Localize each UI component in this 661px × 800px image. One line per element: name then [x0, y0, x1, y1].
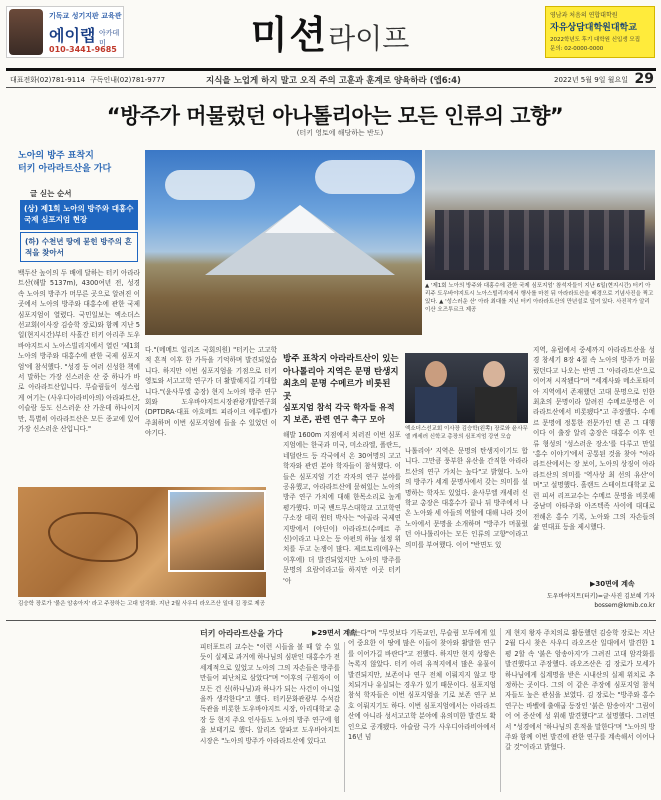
- deck-headline-1: 방주 표착지 아라라트산이 있는 아나톨리아 지역은 문명 탄생지 최초의 문명 수메르가 비롯된 곳: [283, 354, 399, 402]
- phone-main: 대표전화(02)781-9114: [10, 76, 86, 84]
- section-divider: [6, 620, 656, 621]
- speakers-photo: [405, 353, 528, 423]
- ad-right-line1: 영남과 처음의 연합대학원: [550, 12, 618, 19]
- speakers-caption: 엑소더스선교회 이사장 김승학(왼쪽) 장로와 윤사무엘 캐세러 신학교 총장의 심포지엄 강연 모습: [405, 426, 528, 440]
- bottom-column-1: 피터포트리 교수는 "이런 시들을 볼 때 알 수 있듯이 실제로 과거에 하나님의 심판인 대홍수가 전 세계적으로 있었고 노아의 그의 자손들은 방주를 만들어 피난처로 삼았다"며 "이후의 구원자이 이 모든 건 신(하나님)과 하나가 되는 사건이 아니었을까 생각한다"고 했다. 터키문화관광부 수석감독관을 비롯한 도우바야지트 시장, 아리대학교 총장 등 현지 주요 인사들도 노아의 방주 연구에 힘을 보태기로 했다. 알리즈 알파코 도우바야지트 시장은 "노아의 방주가 아라라트산에 있다고: [200, 643, 340, 745]
- ad-left-phone: 010-3441-9685: [49, 45, 117, 54]
- symposium-group-photo: [425, 150, 655, 280]
- ararat-mountain-photo: [145, 150, 422, 335]
- toc-title: 글 싣는 순서: [30, 189, 72, 198]
- ad-left-brand: 에이랩: [49, 26, 96, 45]
- deck-headline-2: 심포지엄 참석 각국 학자들 유적지 보존, 관련 연구 촉구 모아: [283, 403, 395, 424]
- ad-right-line3: 2022학년도 후기 대학원 신입생 모집: [550, 37, 641, 43]
- ad-left-line1: 기독교 성기지판 교육관: [49, 12, 122, 20]
- body-column-5: 지역, 유럽에서 중세까지 아라라트산을 성경 창세기 8장 4절 속 노아의 방주가 머물렀던다고 나오는 반면 그 '아라라트산'으로 이어져 시작됐다"며 "세계사와 메소포타미아 지역에서 존재했던 고대 문명으로 인한 최초의 문명이라 알려진 수메르문명은 이라라트산에서 비롯됐다"고 주장했다. 수메르 문명에 정통한 전문가인 텐 콘 그 대행이다 이 출장 알리 총장은 대홍수 이후 인류 형성의 '성스러운 장소'를 다루고 만일 '홍수 이야기'에서 공통된 것을 찾아 "아라라트산에서는 장 보이, 노아의 상징이 아라라트산의 의미를 '역사상 최 선의 유산'이며"고 설명했다. 흘랜드 스테이트대학교 로런 피셔 리프교수는 수메르 문명을 비롯해 중남미 아타주와 아즈텍족 사이에 대대로 전해온 홍수 기록, 노아와 그의 자손들의 삶 연대표 등을 제시했다.: [533, 346, 655, 531]
- masthead-name: 미션: [250, 12, 329, 57]
- headline: “방주가 머물렀던 아나톨리아는 모든 인류의 고향”: [106, 104, 564, 128]
- carving-caption: 김승학 장로가 '붉은 암송아지' 라고 주장하는 고대 암각화. 지난 2월 사우디 라오즈산 일대 김 장로 제공: [18, 601, 266, 607]
- ad-left-brand-sub: 아카데미: [99, 29, 120, 47]
- continuation-from: ▶29면서 계속: [312, 629, 357, 637]
- series-kicker: 노아의 방주 표착지 터키 아라라트산을 가다: [18, 151, 112, 174]
- ad-right-name: 자유상담대학원대학교: [550, 23, 637, 33]
- info-bar: [6, 68, 656, 88]
- byline-email[interactable]: bossem@kmib.co.kr: [594, 602, 655, 609]
- ad-right-banner[interactable]: [545, 6, 655, 58]
- bottom-column-3: 게 현지 왕자 주치의로 활동했던 김승학 장로는 지난 2월 다시 찾은 사우디 라오즈산 일대에서 발견한 1평 2할 속 '붉은 암송아지'가 그려진 고대 암각화를 발견했다고 주장했다. 라오즈산은 김 장로가 모세가 하나님에게 십계명을 받은 시내산의 실제 위치로 추정하는 곳이다. 그의 이 같은 주장에 심포지엄 참석자들도 높은 관심을 보였다. 김 장로는 "방주와 홍수 연구는 바벨에 출애굽 등장인 '붉은 암송아지' 그림이 어 여 증산에 성 위해 발견했다"고 설명했다. 그러면서 "성경에서 '하나님의 흔적을 말한다'며 "노아의 방주와 함께 이번 발견에 관한 연구를 계속해서 이어나갈 것"이라고 밝혔다.: [505, 629, 655, 752]
- slogan: 지식을 노업게 하지 말고 오직 주의 고훈과 훈계로 양육하라 (엡6:4): [206, 76, 461, 86]
- continued-marker: ▶30면에 계속: [590, 580, 635, 588]
- continuation-title: 터키 아라라트산을 가다: [200, 629, 283, 638]
- body-column-3: 해발 1600m 지점에서 치러진 이번 심포지엄에는 한국과 미국, 미소라엘, 폴란드, 네덜란드 등 각국에서 온 30여명의 고고학자와 관련 분야 학자들이 참석했다. 이들은 심포지엄 기간 각자의 연구 분야를 공유했고, 아라라트산에 묻혀있는 노아의 방주 연구 가치에 대해 한목소리로 높게 평가했다. 미국 밴드무스대학교 고고학연구소장 데릭 윈터 박사는 "아골라 국제연지방에서 (야딘이) 아라라트(수메르 주신)이라고 나오는 등 아펀의 하늘 설정 위치를 두고 논쟁이 많다. 제르토리(에우는 이후에) 더 발견되었지만 노아의 방주를 문명의 요람이라고들 하지만 이곳 터키 '아: [283, 431, 401, 585]
- toc-item-2: (하) 수천년 땅에 묻힌 방주의 흔적을 찾아서: [20, 232, 138, 262]
- body-column-2: 다."(메메트 일리즈 국회의원) "터키는 고고학적 흔적 이후 한 가득을 기억하며 발견되었습니다. 하지만 이번 심포지엄을 기점으로 터키 영토와 서고고학 연구가 더 활발해지길 기대합니다."(윤사무엘 총장) 현지 노아의 방주 연구회와 도우바야지트시장관광개발연구회(DPTDRA·대표 아흐메트 피라이크 에루렐)가 주최하며 이번 심포지엄에 들을 수 있었던 이야기다.: [145, 346, 277, 438]
- subhead: (터키 영토에 해당하는 반도): [296, 129, 384, 137]
- ad-portrait-image: [9, 9, 43, 55]
- ad-right-line4: 문의: 02-0000-0000: [550, 46, 604, 52]
- ad-left-banner[interactable]: [6, 6, 124, 58]
- rock-site-photo: [168, 490, 266, 572]
- phone-sub: 구독인내(02)781-9777: [90, 76, 166, 84]
- page-number: 29: [634, 71, 654, 87]
- byline: [520, 592, 655, 610]
- toc-item-1: (상) 제1회 노아의 방주와 대홍수 국제 심포지엄 현장: [20, 200, 138, 230]
- masthead-sub: 라이프: [328, 22, 410, 55]
- body-column-4: 나톨리아' 지역은 문명의 탄생지이기도 합니다. 그만큼 풍부한 유산을 간직한 아라라트산의 연구 가치는 높다"고 밝혔다. 노아의 방주가 세계 문명사에서 갖는 의미를 설명하는 학자도 있었다. 윤사무엘 캐세러 신학교 총장은 대홍수가 끝나 뒤 방주에서 나온 노아와 세 아들의 역할에 대해 나라 것이 노아에서 문명을 소개하며 "방주가 머물렀던 아나톨리아는 모든 인류의 고향"이라고 의미를 부여했다. 이어 "반면도 있: [405, 447, 528, 549]
- bottom-column-2: 믿는다"며 "무엇보다 기독교인, 무슬림 모두에게 있어 중요한 이 땅에 많은 이들이 찾아와 활발한 연구를 이어가길 바란다"고 전했다. 하지만 현지 상황은 녹록지 않았다. 터키 아리 유적지에서 많은 유물이 발견되지만, 보존이나 연구 전체 이뤄지지 않고 방치되거나 유실되는 경우가 있기 때문이다. 심포지엄 참석 학자들은 이번 심포지엄을 기로 보존 연구 보호 이뤄지기도 하다. 이번 심포지엄에서는 아라라트산에 아니라 성서고고학 분야에 유의미한 발견도 확인으로 공개됐다. 아슬람 극가 사우디아라비아에서 16년 넘: [348, 629, 496, 742]
- group-photo-caption: ▲ '제1회 노아의 방주와 대홍수에 관한 국제 심포지엄' 참석자들이 지난 6일(현지시간) 터키 아리주 도우바야지트시 노아스빌리지에서 행사를 마친 뒤 아라라트산을 배경으로 기념사진을 찍고 있다. ▲ '성스러운 산' 아라 최대를 지닌 터키 아라라트산의 만년설로 덮여 있다. 사진작가 알리 이산 오즈투르크 제공: [425, 283, 654, 313]
- issue-date: 2022년 5월 9일 월요일: [554, 76, 628, 84]
- byline-author: 도우바야지트(터키)=글·사진 김보혜 기자: [546, 593, 655, 600]
- masthead: [220, 4, 440, 57]
- body-column-1: 백두산 높이의 두 배에 달하는 터키 아라라트산(해발 5137m), 4300여년 전, 성경 속 노아의 방주가 머무른 곳으로 알려진 이곳에서 노아의 방주와 대홍수에 관한 국제 심포지엄이 열렸다. 국민일보는 엑소더스선교회(이사장 김승학 장로)와 함께 지난 5일(현지시간)부터 사흘간 터키 아리주 도우바야지트시 노아스빌리지에서 열린 '제1회 노아의 방주와 대홍수에 관한 국제 심포지엄'에 참석했다. "성경 등 여러 신성한 책에서 말하는 가장 신스러운 산 중 하나가 바로 아라라트산입니다. 무슬림들이 성스럽게 여기는 (사우디아라비아의) 아라파트산, 이슬람 등도 신스러운 산 가운데 하나이지만, 특별히 아라라트산은 모든 종교에 있어 가장 신스러운 산입니다.": [18, 269, 140, 434]
